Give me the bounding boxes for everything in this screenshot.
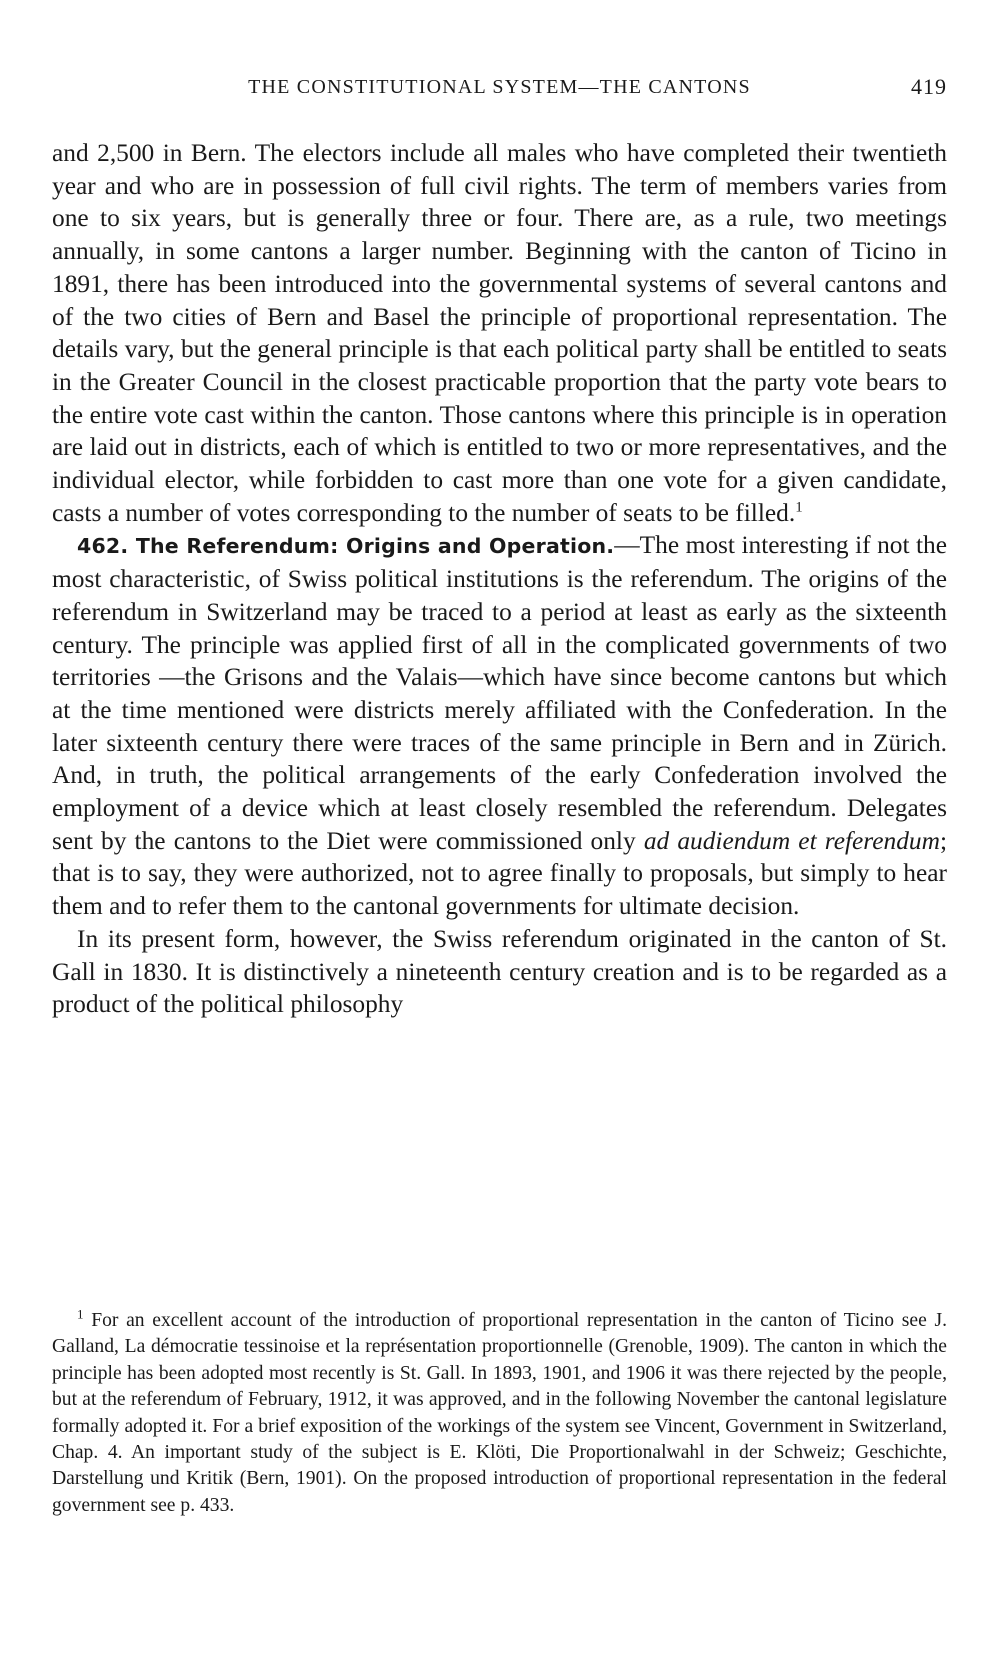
footnotes — [52, 1308, 947, 1519]
paragraph-3-text: In its present form, however, the Swiss referendum originated in the canton of St. Gall in 1830. It is distinctively a nineteenth century creation and is to be regarded as a product of the political philosophy — [52, 924, 947, 1019]
paragraph-2 — [52, 529, 947, 922]
running-title: THE CONSTITUTIONAL SYSTEM—THE CANTONS — [248, 76, 751, 98]
paragraph-3 — [52, 923, 947, 1021]
paragraph-2-text: —The most interesting if not the most characteristic, of Swiss political institutions is the referendum. The origins of the referendum in Switzerland may be traced to a period at least as early as the sixteenth century. The principle was applied first of all in the complicated governments of two territories —the Grisons and the Valais—which have since become cantons but which at the time mentioned were districts merely affiliated with the Confederation. In the later sixteenth century there were traces of the same principle in Bern and in Zürich. And, in truth, the political arrangements of the early Confederation involved the employment of a device which at least closely resembled the referendum. Delegates sent by the cantons to the Diet were commissioned only — [52, 531, 947, 855]
paragraph-2-latin-phrase: ad audiendum et referendum — [643, 826, 940, 855]
page-number: 419 — [911, 74, 947, 99]
footnote — [52, 1308, 947, 1519]
footnote-mark: 1 — [77, 1306, 84, 1322]
footnote-text: For an excellent account of the introduction of proportional representation in the canton of Ticino see J. Galland, La démocratie tessinoise et la représentation proportionnelle (Grenoble, 1909). The canton in which the principle has been adopted most recently is St. Gall. In 1893, 1901, and 1906 it was there rejected by the people, but at the referendum of February, 1912, it was approved, and in the following November the cantonal legislature formally adopted it. For a brief exposition of the workings of the system see Vincent, Government in Switzerland, Chap. 4. An important study of the subject is E. Klöti, Die Proportionalwahl in der Schweiz; Geschichte, Darstellung und Kritik (Bern, 1901). On the proposed introduction of proportional representation in the federal government see p. 433. — [52, 1310, 947, 1516]
running-head — [52, 76, 947, 106]
footnote-reference: 1 — [795, 499, 803, 516]
paragraph-2-tail: ; that is to say, they were authorized, not to agree finally to proposals, but simply to hear them and to refer them to the cantonal governments for ultimate decision. — [52, 826, 947, 921]
section-heading: 462. The Referendum: Origins and Operation. — [77, 534, 615, 559]
paragraph-1-text: and 2,500 in Bern. The electors include all males who have completed their twentieth year and who are in possession of full civil rights. The term of members varies from one to six years, but is generally three or four. There are, as a rule, two meetings annually, in some cantons a larger number. Beginning with the canton of Ticino in 1891, there has been introduced into the governmental systems of several cantons and of the two cities of Bern and Basel the principle of proportional representation. The details vary, but the general principle is that each political party shall be entitled to seats in the Greater Council in the closest practicable proportion that the party vote bears to the entire vote cast within the canton. Those cantons where this principle is in operation are laid out in districts, each of which is entitled to two or more representatives, and the individual elector, while forbidden to cast more than one vote for a given candidate, casts a number of votes corresponding to the number of seats to be filled. — [52, 139, 947, 527]
body-text — [52, 137, 947, 1021]
paragraph-1 — [52, 137, 947, 529]
